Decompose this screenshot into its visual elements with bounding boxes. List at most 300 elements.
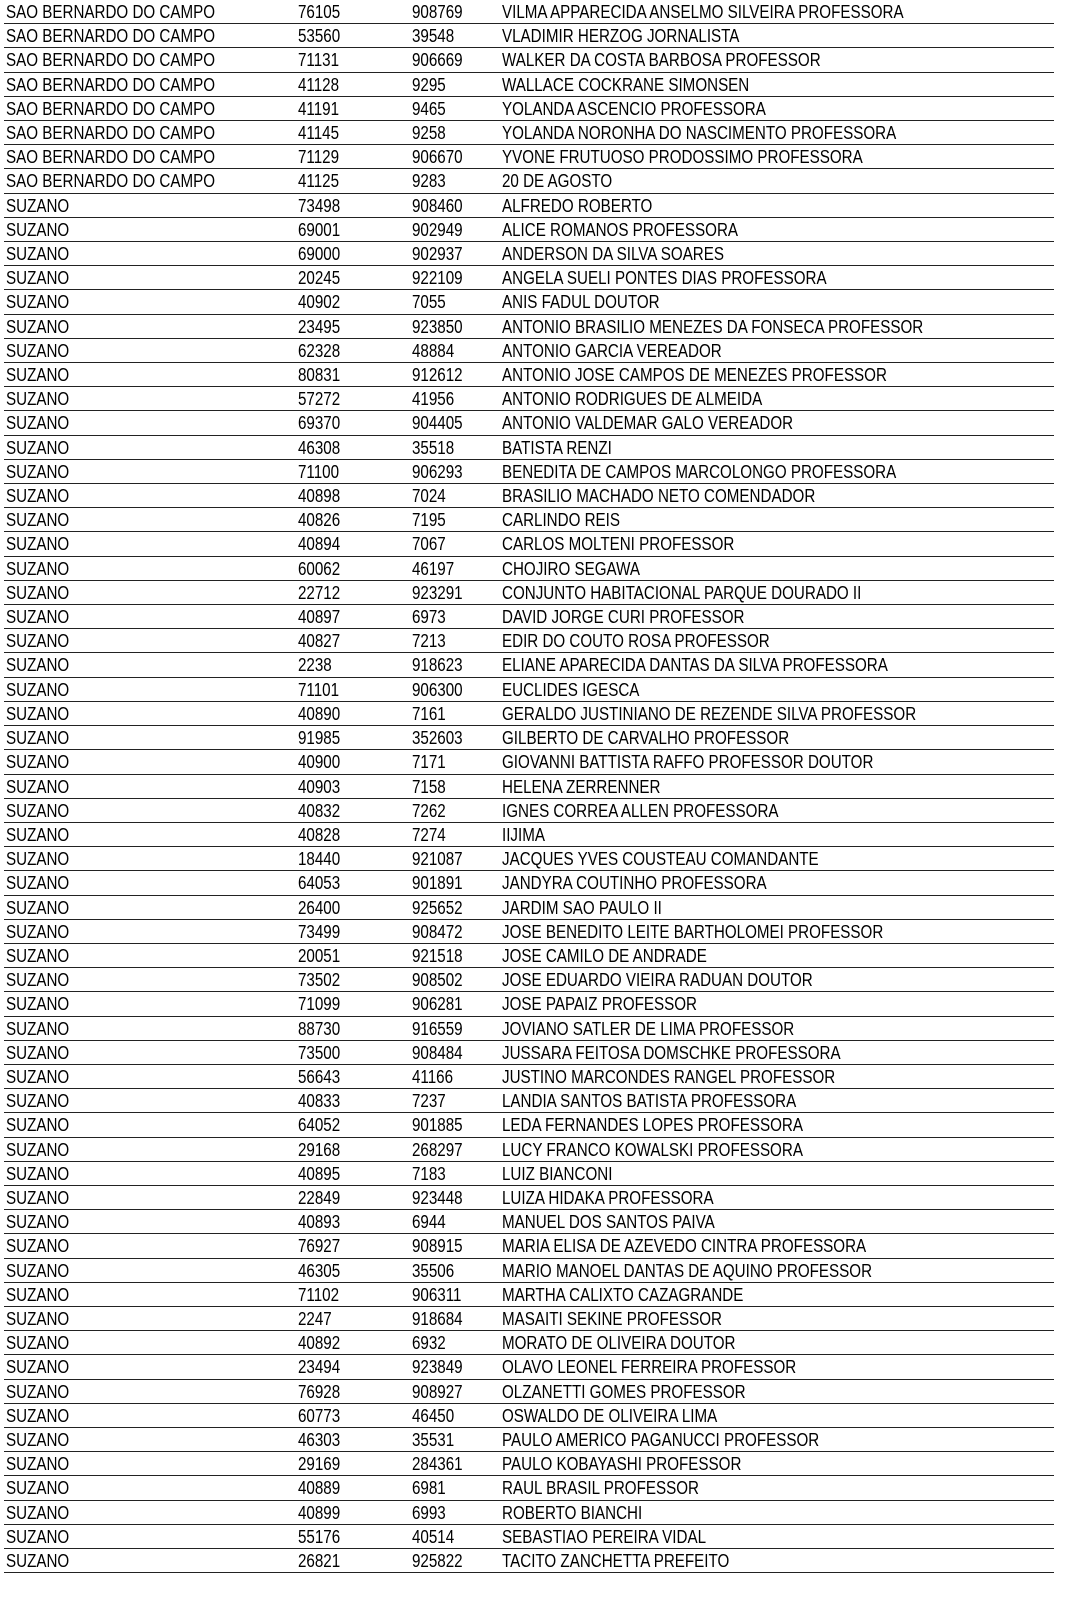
code-cell: [296, 1089, 410, 1113]
municipality-text: SUZANO: [6, 678, 70, 700]
code-text: 64053: [298, 872, 341, 894]
municipality-text: SUZANO: [6, 1453, 70, 1475]
municipality-text: SUZANO: [6, 267, 70, 289]
code-text: 40890: [298, 702, 341, 724]
municipality-cell: [4, 242, 296, 266]
cie-text: 912612: [412, 364, 463, 386]
school-name-text: MARIA ELISA DE AZEVEDO CINTRA PROFESSORA: [502, 1235, 867, 1257]
code-text: 40900: [298, 751, 341, 773]
school-name-text: JOSE EDUARDO VIEIRA RADUAN DOUTOR: [502, 969, 813, 991]
municipality-text: SAO BERNARDO DO CAMPO: [6, 73, 216, 95]
table-row: [4, 459, 1054, 483]
code-cell: [296, 24, 410, 48]
table-row: [4, 1089, 1054, 1113]
table-row: [4, 1258, 1054, 1282]
cie-text: 9258: [412, 122, 446, 144]
municipality-text: SUZANO: [6, 364, 70, 386]
table-row: [4, 290, 1054, 314]
school-name-cell: [500, 701, 1054, 725]
table-row: [4, 217, 1054, 241]
cie-text: 906300: [412, 678, 463, 700]
code-text: 76927: [298, 1235, 341, 1257]
cie-text: 7262: [412, 799, 446, 821]
table-row: [4, 774, 1054, 798]
table-row: [4, 726, 1054, 750]
school-name-text: GILBERTO DE CARVALHO PROFESSOR: [502, 727, 790, 749]
cie-cell: [410, 798, 500, 822]
school-name-text: DAVID JORGE CURI PROFESSOR: [502, 606, 745, 628]
cie-cell: [410, 1549, 500, 1573]
municipality-text: SUZANO: [6, 315, 70, 337]
table-row: [4, 48, 1054, 72]
cie-text: 9295: [412, 73, 446, 95]
code-cell: [296, 1306, 410, 1330]
cie-cell: [410, 1524, 500, 1548]
municipality-cell: [4, 580, 296, 604]
municipality-cell: [4, 1113, 296, 1137]
school-name-cell: [500, 387, 1054, 411]
cie-text: 6932: [412, 1332, 446, 1354]
school-name-cell: [500, 1137, 1054, 1161]
municipality-cell: [4, 1016, 296, 1040]
cie-text: 908460: [412, 194, 463, 216]
municipality-cell: [4, 1210, 296, 1234]
table-row: [4, 266, 1054, 290]
cie-cell: [410, 847, 500, 871]
municipality-cell: [4, 266, 296, 290]
cie-cell: [410, 96, 500, 120]
municipality-cell: [4, 968, 296, 992]
municipality-cell: [4, 1452, 296, 1476]
code-text: 18440: [298, 848, 341, 870]
cie-cell: [410, 968, 500, 992]
school-name-cell: [500, 1476, 1054, 1500]
table-row: [4, 1306, 1054, 1330]
school-name-cell: [500, 943, 1054, 967]
code-cell: [296, 0, 410, 24]
municipality-text: SUZANO: [6, 1283, 70, 1305]
school-name-text: ANTONIO VALDEMAR GALO VEREADOR: [502, 412, 794, 434]
municipality-text: SUZANO: [6, 751, 70, 773]
cie-text: 35518: [412, 436, 455, 458]
municipality-cell: [4, 1331, 296, 1355]
table-row: [4, 1016, 1054, 1040]
cie-text: 908769: [412, 1, 463, 22]
municipality-text: SAO BERNARDO DO CAMPO: [6, 146, 216, 168]
code-cell: [296, 726, 410, 750]
cie-text: 7171: [412, 751, 446, 773]
cie-text: 48884: [412, 339, 455, 361]
school-name-cell: [500, 726, 1054, 750]
municipality-text: SUZANO: [6, 944, 70, 966]
cie-cell: [410, 48, 500, 72]
code-cell: [296, 169, 410, 193]
cie-cell: [410, 1355, 500, 1379]
school-name-cell: [500, 411, 1054, 435]
code-text: 60773: [298, 1404, 341, 1426]
cie-cell: [410, 1161, 500, 1185]
school-name-text: MANUEL DOS SANTOS PAIVA: [502, 1211, 715, 1233]
school-name-text: EDIR DO COUTO ROSA PROFESSOR: [502, 630, 770, 652]
code-cell: [296, 1040, 410, 1064]
code-cell: [296, 1210, 410, 1234]
municipality-text: SUZANO: [6, 1332, 70, 1354]
cie-cell: [410, 1234, 500, 1258]
municipality-cell: [4, 798, 296, 822]
municipality-cell: [4, 1427, 296, 1451]
municipality-cell: [4, 895, 296, 919]
cie-cell: [410, 1427, 500, 1451]
code-text: 40892: [298, 1332, 341, 1354]
municipality-text: SUZANO: [6, 1162, 70, 1184]
school-name-cell: [500, 847, 1054, 871]
table-row: [4, 750, 1054, 774]
code-cell: [296, 822, 410, 846]
municipality-cell: [4, 992, 296, 1016]
school-name-text: OLAVO LEONEL FERREIRA PROFESSOR: [502, 1356, 797, 1378]
code-text: 40826: [298, 509, 341, 531]
cie-text: 908927: [412, 1380, 463, 1402]
table-row: [4, 1234, 1054, 1258]
code-cell: [296, 580, 410, 604]
municipality-text: SUZANO: [6, 654, 70, 676]
code-text: 23495: [298, 315, 341, 337]
cie-text: 6944: [412, 1211, 446, 1233]
municipality-cell: [4, 72, 296, 96]
cie-cell: [410, 1089, 500, 1113]
school-name-text: PAULO KOBAYASHI PROFESSOR: [502, 1453, 742, 1475]
code-cell: [296, 314, 410, 338]
municipality-text: SUZANO: [6, 581, 70, 603]
code-cell: [296, 459, 410, 483]
school-name-cell: [500, 0, 1054, 24]
municipality-cell: [4, 290, 296, 314]
school-name-cell: [500, 1355, 1054, 1379]
school-name-text: WALLACE COCKRANE SIMONSEN: [502, 73, 750, 95]
school-name-cell: [500, 484, 1054, 508]
table-row: [4, 242, 1054, 266]
code-text: 80831: [298, 364, 341, 386]
municipality-text: SUZANO: [6, 1186, 70, 1208]
municipality-cell: [4, 847, 296, 871]
municipality-text: SAO BERNARDO DO CAMPO: [6, 25, 216, 47]
municipality-text: SUZANO: [6, 606, 70, 628]
municipality-text: SUZANO: [6, 509, 70, 531]
school-name-cell: [500, 605, 1054, 629]
code-text: 88730: [298, 1017, 341, 1039]
school-name-cell: [500, 895, 1054, 919]
school-name-cell: [500, 1040, 1054, 1064]
code-text: 46308: [298, 436, 341, 458]
municipality-text: SUZANO: [6, 243, 70, 265]
school-name-text: ALFREDO ROBERTO: [502, 194, 653, 216]
school-name-cell: [500, 1524, 1054, 1548]
school-name-cell: [500, 1258, 1054, 1282]
school-name-cell: [500, 435, 1054, 459]
municipality-text: SUZANO: [6, 460, 70, 482]
school-name-text: SEBASTIAO PEREIRA VIDAL: [502, 1525, 707, 1547]
cie-cell: [410, 701, 500, 725]
table-row: [4, 1210, 1054, 1234]
cie-text: 9465: [412, 97, 446, 119]
table-row: [4, 1427, 1054, 1451]
code-text: 41128: [298, 73, 340, 95]
cie-text: 902937: [412, 243, 463, 265]
municipality-cell: [4, 411, 296, 435]
municipality-text: SUZANO: [6, 799, 70, 821]
cie-text: 901885: [412, 1114, 463, 1136]
municipality-cell: [4, 96, 296, 120]
table-row: [4, 919, 1054, 943]
school-name-text: GERALDO JUSTINIANO DE REZENDE SILVA PROFESSOR: [502, 702, 917, 724]
school-name-text: OSWALDO DE OLIVEIRA LIMA: [502, 1404, 718, 1426]
cie-text: 7274: [412, 823, 446, 845]
code-text: 41125: [298, 170, 340, 192]
municipality-cell: [4, 653, 296, 677]
code-cell: [296, 266, 410, 290]
cie-text: 6981: [412, 1477, 446, 1499]
municipality-cell: [4, 605, 296, 629]
code-cell: [296, 121, 410, 145]
municipality-cell: [4, 1500, 296, 1524]
municipality-cell: [4, 871, 296, 895]
table-row: [4, 871, 1054, 895]
table-row: [4, 605, 1054, 629]
cie-cell: [410, 895, 500, 919]
cie-text: 901891: [412, 872, 463, 894]
code-text: 73498: [298, 194, 341, 216]
code-cell: [296, 484, 410, 508]
code-text: 40828: [298, 823, 341, 845]
school-name-text: MASAITI SEKINE PROFESSOR: [502, 1307, 723, 1329]
school-name-cell: [500, 992, 1054, 1016]
code-cell: [296, 1524, 410, 1548]
school-name-cell: [500, 532, 1054, 556]
code-cell: [296, 96, 410, 120]
code-cell: [296, 532, 410, 556]
school-name-cell: [500, 556, 1054, 580]
school-name-text: LEDA FERNANDES LOPES PROFESSORA: [502, 1114, 803, 1136]
code-cell: [296, 1185, 410, 1209]
school-name-text: ELIANE APARECIDA DANTAS DA SILVA PROFESSORA: [502, 654, 888, 676]
table-row: [4, 1476, 1054, 1500]
code-cell: [296, 1427, 410, 1451]
table-body: [4, 0, 1054, 1573]
code-text: 53560: [298, 25, 341, 47]
municipality-cell: [4, 943, 296, 967]
municipality-text: SUZANO: [6, 727, 70, 749]
code-text: 71099: [298, 993, 341, 1015]
code-text: 73502: [298, 969, 341, 991]
school-list-sheet: [4, 0, 1054, 1573]
school-name-cell: [500, 24, 1054, 48]
school-name-cell: [500, 1064, 1054, 1088]
cie-cell: [410, 411, 500, 435]
cie-cell: [410, 1476, 500, 1500]
cie-cell: [410, 1258, 500, 1282]
code-text: 20245: [298, 267, 341, 289]
cie-text: 352603: [412, 727, 463, 749]
municipality-text: SUZANO: [6, 533, 70, 555]
code-text: 22712: [298, 581, 341, 603]
code-text: 91985: [298, 727, 341, 749]
code-cell: [296, 363, 410, 387]
school-name-cell: [500, 290, 1054, 314]
code-text: 71129: [298, 146, 340, 168]
school-name-cell: [500, 1185, 1054, 1209]
municipality-text: SUZANO: [6, 1428, 70, 1450]
cie-cell: [410, 1306, 500, 1330]
cie-text: 906311: [412, 1283, 462, 1305]
table-row: [4, 24, 1054, 48]
municipality-cell: [4, 1403, 296, 1427]
municipality-cell: [4, 1161, 296, 1185]
code-text: 46303: [298, 1428, 341, 1450]
cie-cell: [410, 121, 500, 145]
cie-cell: [410, 193, 500, 217]
code-text: 41191: [298, 97, 340, 119]
code-cell: [296, 1161, 410, 1185]
school-name-text: ANDERSON DA SILVA SOARES: [502, 243, 725, 265]
cie-text: 7183: [412, 1162, 446, 1184]
municipality-text: SUZANO: [6, 1017, 70, 1039]
municipality-text: SUZANO: [6, 1525, 70, 1547]
code-text: 76105: [298, 1, 341, 22]
school-name-text: EUCLIDES IGESCA: [502, 678, 640, 700]
school-name-cell: [500, 1234, 1054, 1258]
table-row: [4, 556, 1054, 580]
code-cell: [296, 242, 410, 266]
school-name-cell: [500, 798, 1054, 822]
cie-text: 918684: [412, 1307, 463, 1329]
school-name-text: ANTONIO BRASILIO MENEZES DA FONSECA PROFESSOR: [502, 315, 924, 337]
municipality-cell: [4, 169, 296, 193]
code-cell: [296, 1064, 410, 1088]
school-name-cell: [500, 1403, 1054, 1427]
municipality-text: SUZANO: [6, 339, 70, 361]
school-name-cell: [500, 72, 1054, 96]
cie-text: 41166: [412, 1065, 454, 1087]
table-row: [4, 121, 1054, 145]
table-row: [4, 1403, 1054, 1427]
municipality-cell: [4, 484, 296, 508]
code-cell: [296, 847, 410, 871]
table-row: [4, 387, 1054, 411]
cie-cell: [410, 726, 500, 750]
cie-cell: [410, 750, 500, 774]
municipality-text: SUZANO: [6, 1065, 70, 1087]
code-text: 40897: [298, 606, 341, 628]
cie-cell: [410, 266, 500, 290]
code-cell: [296, 1355, 410, 1379]
school-name-cell: [500, 1089, 1054, 1113]
municipality-cell: [4, 508, 296, 532]
code-cell: [296, 48, 410, 72]
code-cell: [296, 72, 410, 96]
school-name-cell: [500, 677, 1054, 701]
municipality-text: SUZANO: [6, 291, 70, 313]
municipality-cell: [4, 1282, 296, 1306]
school-name-text: HELENA ZERRENNER: [502, 775, 661, 797]
municipality-text: SUZANO: [6, 969, 70, 991]
municipality-cell: [4, 629, 296, 653]
school-name-text: ANTONIO JOSE CAMPOS DE MENEZES PROFESSOR: [502, 364, 887, 386]
cie-text: 908915: [412, 1235, 463, 1257]
code-text: 29168: [298, 1138, 341, 1160]
cie-cell: [410, 459, 500, 483]
municipality-text: SUZANO: [6, 1307, 70, 1329]
school-name-cell: [500, 1427, 1054, 1451]
municipality-cell: [4, 1355, 296, 1379]
school-name-cell: [500, 1113, 1054, 1137]
table-row: [4, 72, 1054, 96]
school-name-cell: [500, 459, 1054, 483]
table-row: [4, 1452, 1054, 1476]
cie-text: 902949: [412, 218, 463, 240]
municipality-cell: [4, 1306, 296, 1330]
code-text: 29169: [298, 1453, 341, 1475]
code-text: 69370: [298, 412, 341, 434]
school-name-cell: [500, 871, 1054, 895]
table-row: [4, 847, 1054, 871]
municipality-cell: [4, 1379, 296, 1403]
municipality-text: SUZANO: [6, 630, 70, 652]
municipality-text: SUZANO: [6, 436, 70, 458]
table-row: [4, 992, 1054, 1016]
cie-cell: [410, 677, 500, 701]
municipality-text: SUZANO: [6, 1404, 70, 1426]
municipality-cell: [4, 556, 296, 580]
code-text: 40827: [298, 630, 341, 652]
table-row: [4, 145, 1054, 169]
municipality-text: SAO BERNARDO DO CAMPO: [6, 97, 216, 119]
cie-cell: [410, 919, 500, 943]
cie-text: 35506: [412, 1259, 455, 1281]
school-name-cell: [500, 508, 1054, 532]
municipality-cell: [4, 121, 296, 145]
cie-cell: [410, 72, 500, 96]
municipality-text: SUZANO: [6, 1138, 70, 1160]
cie-cell: [410, 1064, 500, 1088]
school-name-text: JANDYRA COUTINHO PROFESSORA: [502, 872, 767, 894]
table-row: [4, 677, 1054, 701]
school-name-cell: [500, 145, 1054, 169]
code-text: 55176: [298, 1525, 341, 1547]
school-name-text: ANTONIO GARCIA VEREADOR: [502, 339, 722, 361]
school-name-text: CHOJIRO SEGAWA: [502, 557, 640, 579]
cie-text: 9283: [412, 170, 446, 192]
municipality-cell: [4, 919, 296, 943]
cie-text: 906670: [412, 146, 463, 168]
cie-cell: [410, 290, 500, 314]
school-name-text: YVONE FRUTUOSO PRODOSSIMO PROFESSORA: [502, 146, 863, 168]
cie-cell: [410, 1040, 500, 1064]
cie-cell: [410, 556, 500, 580]
code-cell: [296, 1476, 410, 1500]
cie-cell: [410, 1331, 500, 1355]
table-row: [4, 822, 1054, 846]
municipality-text: SAO BERNARDO DO CAMPO: [6, 1, 216, 22]
school-name-text: JUSTINO MARCONDES RANGEL PROFESSOR: [502, 1065, 836, 1087]
cie-text: 6993: [412, 1501, 446, 1523]
cie-cell: [410, 435, 500, 459]
code-cell: [296, 145, 410, 169]
cie-text: 922109: [412, 267, 463, 289]
municipality-text: SUZANO: [6, 1211, 70, 1233]
municipality-cell: [4, 363, 296, 387]
cie-text: 35531: [412, 1428, 455, 1450]
school-name-text: LUCY FRANCO KOWALSKI PROFESSORA: [502, 1138, 803, 1160]
